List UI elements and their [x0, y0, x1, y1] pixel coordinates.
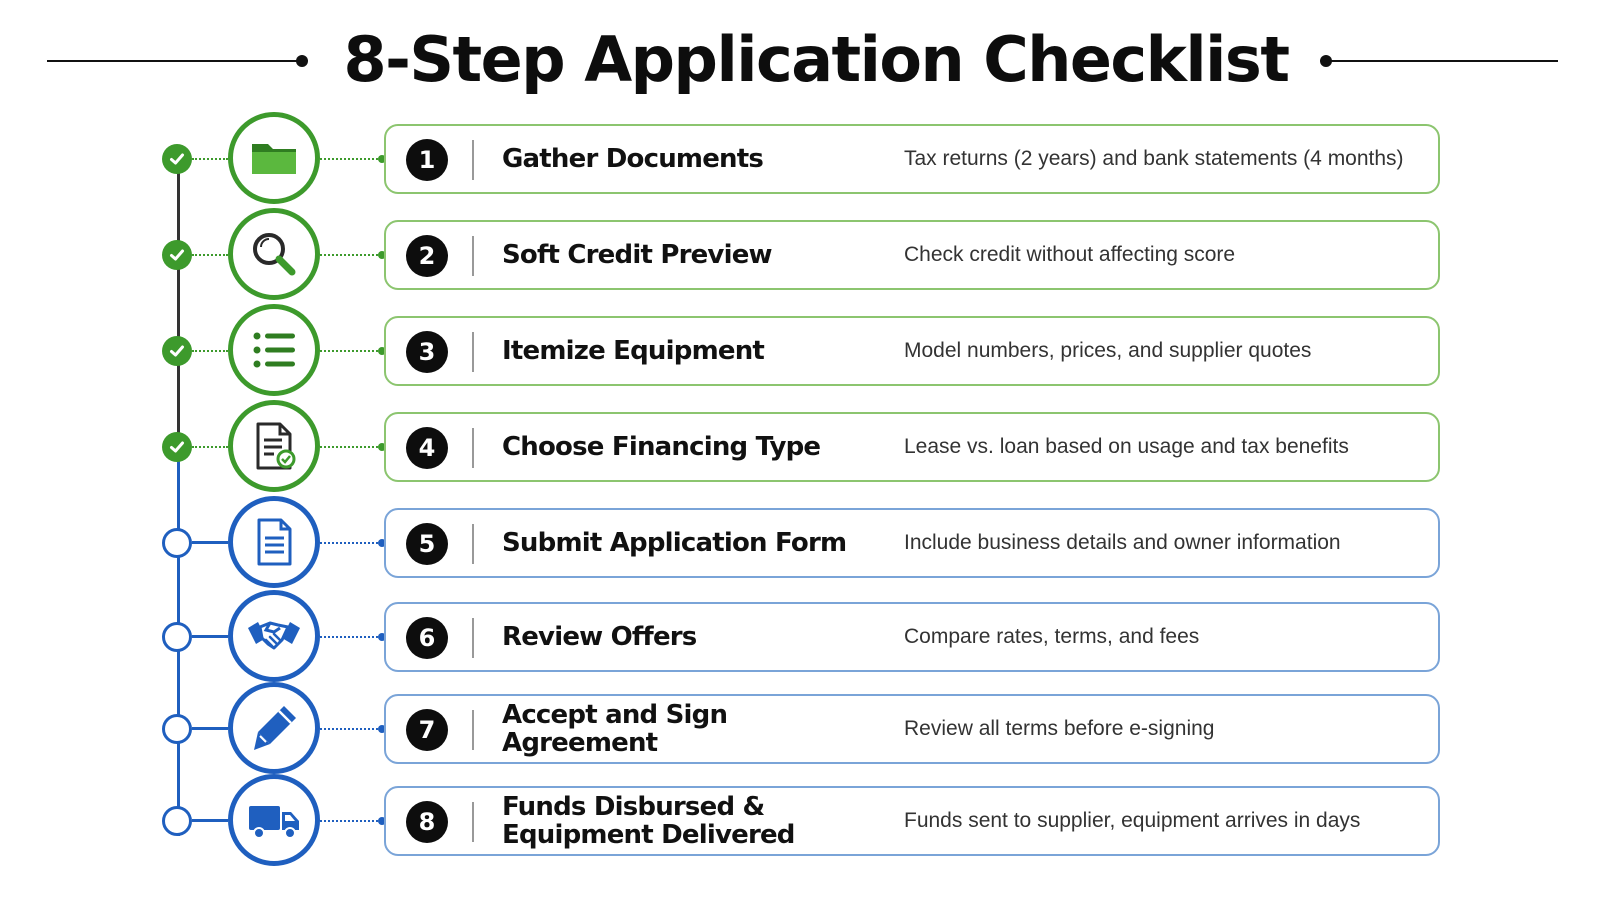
step-card [384, 220, 1440, 290]
completed-check-icon [162, 432, 192, 462]
step-description: Check credit without affecting score [904, 243, 1236, 266]
step-card [384, 124, 1440, 194]
step-card [384, 508, 1440, 578]
step-title: Accept and Sign Agreement [502, 700, 728, 758]
step-description: Include business details and owner information [904, 531, 1341, 554]
step-description: Compare rates, terms, and fees [904, 625, 1200, 648]
connector [320, 820, 382, 822]
connector [192, 541, 228, 544]
step-description: Funds sent to supplier, equipment arrives in days [904, 809, 1361, 832]
connector [320, 158, 382, 160]
step-description: Review all terms before e-signing [904, 717, 1215, 740]
step-row [0, 772, 1600, 868]
connector [320, 636, 382, 638]
list-icon [228, 304, 320, 396]
connector [320, 728, 382, 730]
step-description: Lease vs. loan based on usage and tax benefits [904, 435, 1349, 458]
form-icon [228, 496, 320, 588]
step-title: Choose Financing Type [502, 432, 821, 462]
connector [192, 635, 228, 638]
divider [472, 618, 474, 658]
connector [320, 254, 382, 256]
connector [192, 819, 228, 822]
divider [472, 140, 474, 180]
step-number-badge: 3 [406, 331, 448, 373]
step-row [0, 680, 1600, 776]
connector [320, 350, 382, 352]
step-number-badge: 5 [406, 523, 448, 565]
connector [192, 254, 228, 256]
divider [472, 332, 474, 372]
step-card [384, 316, 1440, 386]
title-rule-left [47, 60, 302, 62]
step-row [0, 588, 1600, 684]
divider [472, 802, 474, 842]
step-number-badge: 6 [406, 617, 448, 659]
header [0, 18, 1600, 102]
title-dot-left [296, 55, 308, 67]
step-description: Model numbers, prices, and supplier quotes [904, 339, 1312, 362]
step-number-badge: 1 [406, 139, 448, 181]
title-rule-right [1330, 60, 1558, 62]
divider [472, 710, 474, 750]
step-title: Itemize Equipment [502, 336, 765, 366]
step-card [384, 412, 1440, 482]
step-card [384, 694, 1440, 764]
document-check-icon [228, 400, 320, 492]
pending-circle-icon [162, 714, 192, 744]
step-number-badge: 7 [406, 709, 448, 751]
truck-icon [228, 774, 320, 866]
connector [320, 542, 382, 544]
folder-icon [228, 112, 320, 204]
connector [320, 446, 382, 448]
divider [472, 428, 474, 468]
completed-check-icon [162, 240, 192, 270]
pending-circle-icon [162, 528, 192, 558]
step-row [0, 494, 1600, 590]
step-title: Gather Documents [502, 144, 764, 174]
pending-circle-icon [162, 806, 192, 836]
connector [192, 350, 228, 352]
page-title: 8-Step Application Checklist [343, 23, 1289, 96]
step-number-badge: 4 [406, 427, 448, 469]
pending-circle-icon [162, 622, 192, 652]
completed-check-icon [162, 336, 192, 366]
step-number-badge: 8 [406, 801, 448, 843]
step-card [384, 786, 1440, 856]
connector [192, 158, 228, 160]
step-row [0, 110, 1600, 206]
step-title: Review Offers [502, 622, 697, 652]
step-title: Submit Application Form [502, 528, 847, 558]
step-number-badge: 2 [406, 235, 448, 277]
step-card [384, 602, 1440, 672]
magnifier-icon [228, 208, 320, 300]
connector [192, 727, 228, 730]
divider [472, 524, 474, 564]
pen-icon [228, 682, 320, 774]
completed-check-icon [162, 144, 192, 174]
step-row [0, 302, 1600, 398]
step-row [0, 398, 1600, 494]
divider [472, 236, 474, 276]
step-description: Tax returns (2 years) and bank statements (4 months) [904, 147, 1404, 170]
step-title: Soft Credit Preview [502, 240, 772, 270]
handshake-icon [228, 590, 320, 682]
step-title: Funds Disbursed & Equipment Delivered [502, 792, 795, 850]
step-row [0, 206, 1600, 302]
connector [192, 446, 228, 448]
